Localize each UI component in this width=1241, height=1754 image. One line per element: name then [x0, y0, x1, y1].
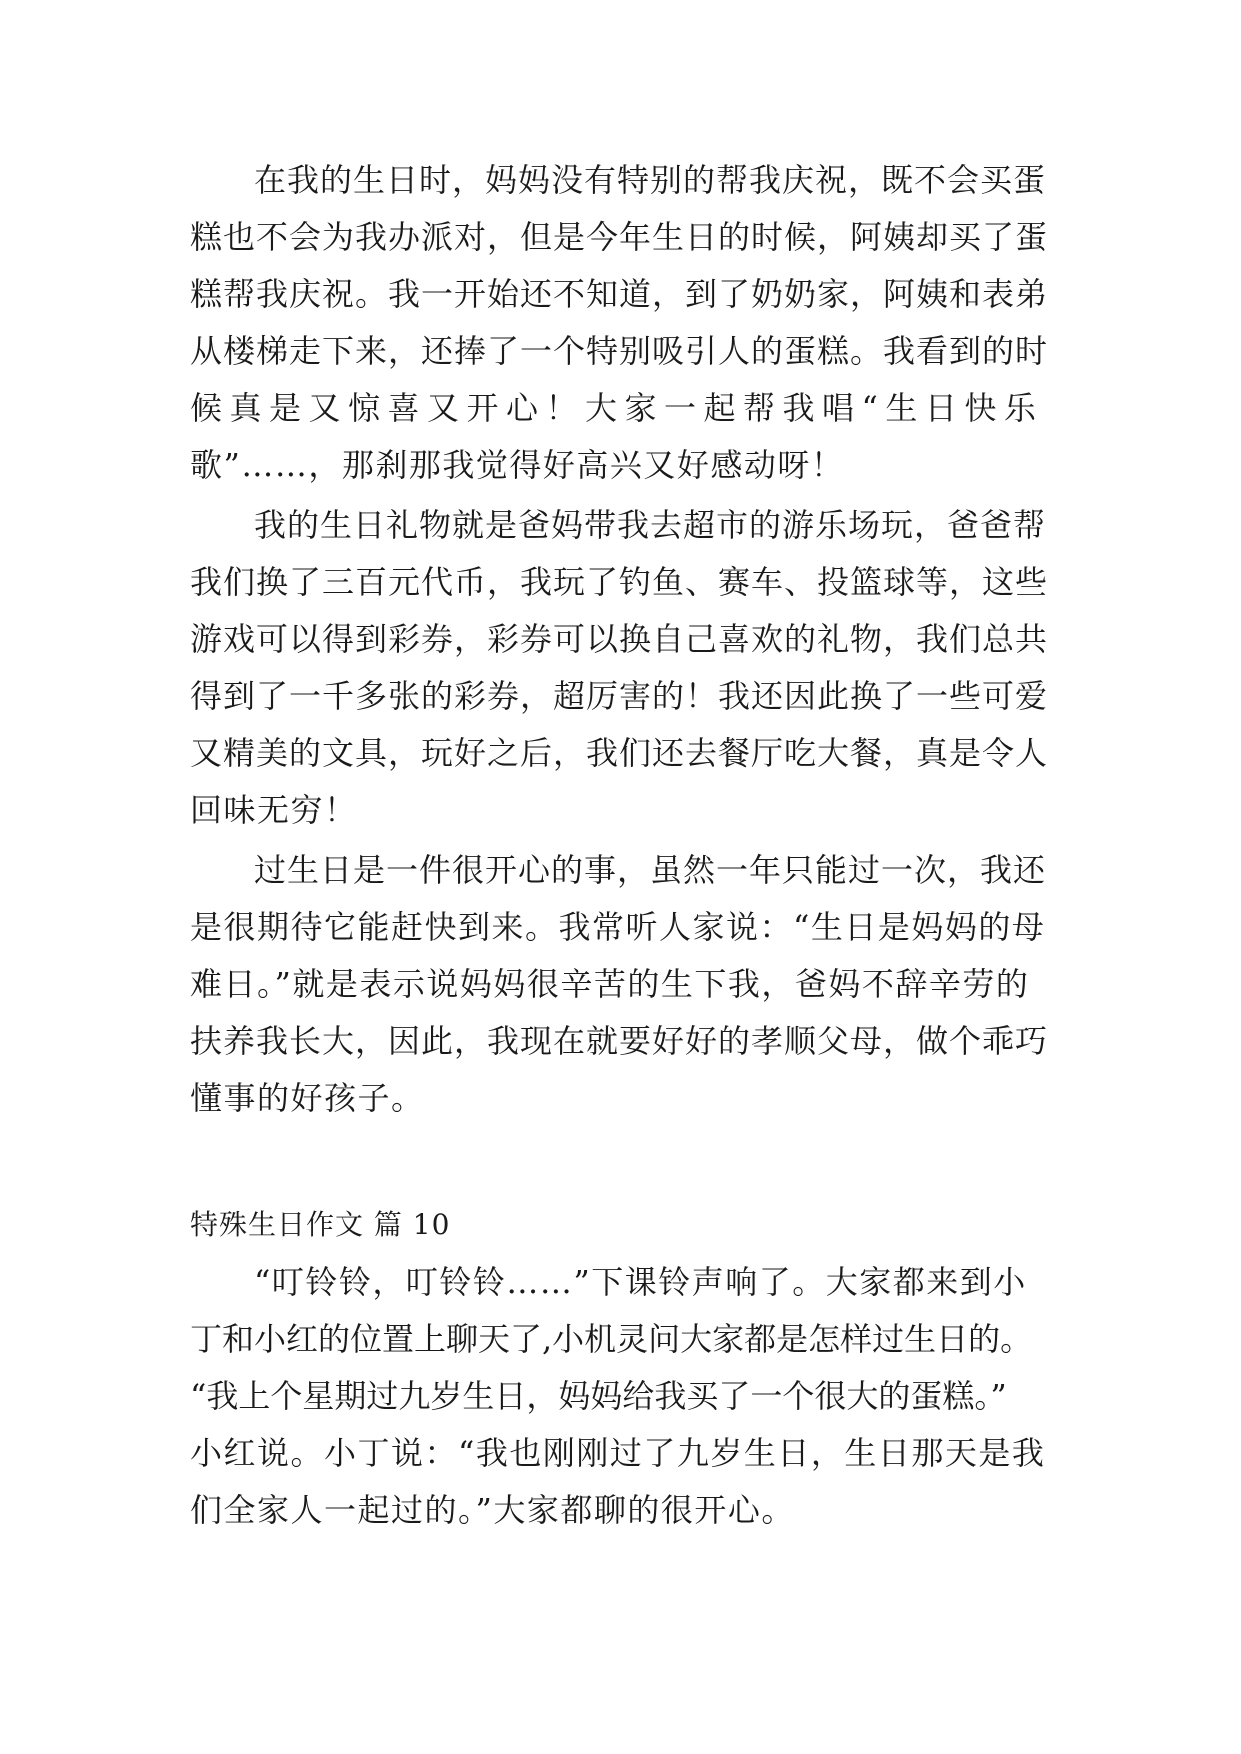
paragraph-line: 们全家人一起过的。”大家都聊的很开心。	[190, 1491, 795, 1529]
paragraph-line: 懂事的好孩子。	[190, 1079, 425, 1117]
paragraph-line: 小红说。小丁说：“我也刚刚过了九岁生日，生日那天是我	[190, 1434, 1046, 1472]
section-heading: 特殊生日作文 篇 10	[190, 1208, 451, 1241]
paragraph-line: 糕也不会为我办派对，但是今年生日的时候，阿姨却买了蛋	[190, 218, 1049, 256]
paragraph-line: 回味无穷！	[190, 791, 358, 829]
paragraph-line: 丁和小红的位置上聊天了,小机灵问大家都是怎样过生日的。	[190, 1320, 1033, 1358]
paragraph-line: 难日。”就是表示说妈妈很辛苦的生下我，爸妈不辞辛劳的	[190, 965, 1030, 1003]
paragraph-line: 得到了一千多张的彩券，超厉害的！我还因此换了一些可爱	[190, 677, 1049, 715]
paragraph-line: 我们换了三百元代币，我玩了钓鱼、赛车、投篮球等，这些	[190, 563, 1049, 601]
paragraph-line: 我的生日礼物就是爸妈带我去超市的游乐场玩，爸爸帮	[254, 506, 1047, 544]
paragraph-line: “叮铃铃，叮铃铃……”下课铃声响了。大家都来到小	[254, 1263, 1027, 1301]
paragraph-line: 糕帮我庆祝。我一开始还不知道，到了奶奶家，阿姨和表弟	[190, 275, 1049, 313]
paragraph-line: 歌”……，那刹那我觉得好高兴又好感动呀！	[190, 446, 845, 484]
paragraph-line: “我上个星期过九岁生日，妈妈给我买了一个很大的蛋糕。”	[190, 1377, 1007, 1415]
paragraph-line: 在我的生日时，妈妈没有特别的帮我庆祝，既不会买蛋	[254, 161, 1047, 199]
paragraph-line: 扶养我长大，因此，我现在就要好好的孝顺父母，做个乖巧	[190, 1022, 1049, 1060]
paragraph-line: 候真是又惊喜又开心！大家一起帮我唱“生日快乐	[190, 389, 1044, 427]
paragraph-line: 是很期待它能赶快到来。我常听人家说：“生日是妈妈的母	[190, 908, 1046, 946]
paragraph-line: 游戏可以得到彩券，彩券可以换自己喜欢的礼物，我们总共	[190, 620, 1049, 658]
paragraph-line: 过生日是一件很开心的事，虽然一年只能过一次，我还	[254, 851, 1047, 889]
paragraph-line: 从楼梯走下来，还捧了一个特别吸引人的蛋糕。我看到的时	[190, 332, 1049, 370]
paragraph-line: 又精美的文具，玩好之后，我们还去餐厅吃大餐，真是令人	[190, 734, 1049, 772]
